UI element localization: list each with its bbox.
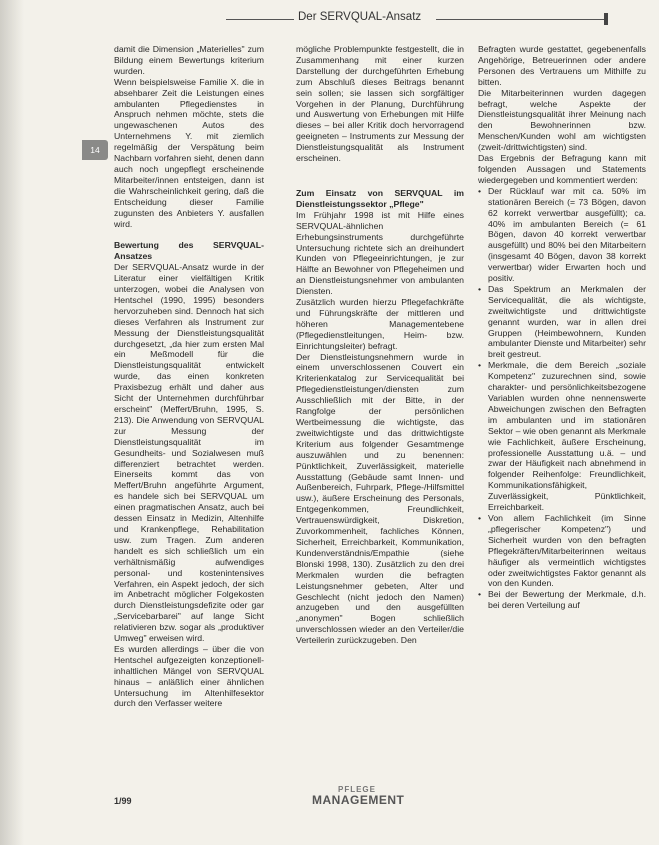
paragraph: Es wurden allerdings – über die von Hentschel aufgezeigten konzeptionell-inhaltlichen Mängel von SERVQUAL hinaus – anläßlich einer ähnlichen Untersuchung im Altenhilfesektor durch den Verfasser weitere	[114, 643, 264, 709]
text-column-2	[296, 44, 464, 779]
bullet-item: • Der Rücklauf war mit ca. 50% im stationären Bereich (= 73 Bögen, davon 62 korrekt verwertbar ausgefüllt); ca. 40% im ambulanten Bereich (= 61 Bögen, davon 40 korrekt verwertbar ausgefüllt) und 80% bei den Mitarbeitern (insgesamt 40 Bögen, davon 38 korrekt verwertbar) wider Erwarten hoch und positiv.	[478, 186, 646, 284]
bullet-item: • Merkmale, die dem Bereich „soziale Kompetenz" zuzurechnen sind, sowie charakter- und persönlichkeitsbezogene Variablen wurden ohne nennenswerte Abweichungen zwischen den Befragten im ambulanten und im stationären Sektor – wie oben genannt als Merkmale wie Fachlichkeit, äußere Erscheinung, professionelle Ausstattung u.ä. – und zwar der Häufigkeit nach abnehmend in folgender Reihenfolge: Freundlichkeit, Kommunikationsfähigkeit, Zuverlässigkeit, Pünktlichkeit, Erreichbarkeit.	[478, 360, 646, 513]
journal-logo-bottom: MANAGEMENT	[312, 793, 405, 807]
paragraph: mögliche Problempunkte festgestellt, die in Zusammenhang mit einer kurzen Darstellung der durchgeführten Erhebung zum Abschluß dieses Beitrags benannt sein sollen; sie lassen sich sorgfältiger Vorgehen in der Planung, Durchführung und Auswertung von Erhebungen mit Hilfe dieses – bei aller Kritik doch hervorragend geeigneten – Instruments zur Messung der Dienstleistungsqualität als Instrument erscheinen.	[296, 44, 464, 164]
section-heading: Zum Einsatz von SERVQUAL im Dienstleistungssektor „Pflege"	[296, 187, 464, 209]
paragraph: Das Ergebnis der Befragung kann mit folgenden Aussagen und Statements wiedergegeben und kommentiert werden:	[478, 153, 646, 185]
chapter-side-tab: 14	[82, 140, 108, 160]
text-column-1	[114, 44, 264, 770]
header-marker	[604, 13, 608, 25]
bullet-item: • Bei der Bewertung der Merkmale, d.h. bei deren Verteilung auf	[478, 589, 646, 611]
page-gutter-shadow	[0, 0, 24, 845]
paragraph: Wenn beispielsweise Familie X. die in absehbarer Zeit die Leistungen eines ambulanten Pflegedienstes in Anspruch nehmen möchte, stets die ungewaschenen Autos des Unternehmens Y. mit ziemlich regelmäßig der Verspätung beim Nachbarn vorfahren sieht, denen dann auch noch ungepflegt erscheinende Mitarbeiter/innen entsteigen, dann ist die Wahrscheinlichkeit gering, daß die Entscheidung dieser Familie zugunsten des Anbieters Y. ausfallen wird.	[114, 76, 264, 229]
bullet-item: • Das Spektrum an Merkmalen der Servicequalität, die als wichtigste, zweitwichtigste und drittwichtigste genannt wurden, war in allen drei Gruppen (Heimbewohnern, Kunden ambulanter Dienste und Mitarbeiter) sehr breit gestreut.	[478, 284, 646, 360]
paragraph: Der SERVQUAL-Ansatz wurde in der Literatur einer vielfältigen Kritik unterzogen, wobei die Analysen von Hentschel (1990, 1995) besonders hervorzuheben sind. Dennoch hat sich dieses Verfahren als Instrument zur Messung der Dienstleistungsqualität durchgesetzt, „da hier zum ersten Mal ein Meßmodell für die Dienstleistungsqualität entwickelt wurde, das einen konkreten Praxisbezug erhält und daher aus Sicht der Unternehmen durchführbar erscheint" (Meffert/Bruhn, 1995, S. 213). Die Anwendung von SERVQUAL zur Messung der Dienstleistungsqualität im Gesundheits- und Sozialwesen muß differenziert betrachtet werden. Einerseits kommt das von Meffert/Bruhn angeführte Argument, es handele sich bei SERVQUAL um einen pragmatischen Ansatz, auch bei dessen Einsatz in Medizin, Altenhilfe und Krankenpflege, Rehabilitation usw. zum Tragen. Zum anderen handelt es sich schließlich um ein verhältnismäßig aufwendiges personal- und kostenintensives Verfahren, ein Aspekt jedoch, der sich im Anbetracht möglicher Folgekosten durch Dienstleistungsdefizite oder gar „Servicebarbarei" auf lange Sicht relativieren bzw. sogar als „produktiver Umweg" erweisen wird.	[114, 262, 264, 644]
header-rule-left	[226, 19, 294, 20]
journal-logo-top: PFLEGE	[337, 785, 376, 794]
section-heading: Bewertung des SERVQUAL-Ansatzes	[114, 240, 264, 262]
running-header	[0, 10, 659, 30]
paragraph: Die Mitarbeiterinnen wurden dagegen befragt, welche Aspekte der Dienstleistungsqualität ihrer Meinung nach den Bewohnerinnen bzw. Menschen/Kunden wohl am wichtigsten (zweit-/drittwichtigsten) sind.	[478, 87, 646, 153]
bullet-item: • Von allem Fachlichkeit (im Sinne „pflegerischer Kompetenz") und Sicherheit wurden von den befragten Pflegekräften/Mitarbeiterinnen weitaus häufiger als vermeintlich wichtigstes oder zweitwichtigstes Faktor genannt als von den Kunden.	[478, 513, 646, 589]
paragraph: Zusätzlich wurden hierzu Pflegefachkräfte und Führungskräfte der mittleren und höheren Managementebene (Pflegedienstleitungen, Heim- bzw. Einrichtungsleiter) befragt.	[296, 297, 464, 351]
paragraph: damit die Dimension „Materielles" zum Bildung einem Bewertungs kriterium wurden.	[114, 44, 264, 76]
header-rule-right	[436, 19, 606, 20]
journal-logo	[312, 785, 405, 807]
page-number: 1/99	[114, 796, 132, 806]
paragraph: Der Dienstleistungsnehmern wurde in einem unverschlossenen Couvert ein Kriterienkatalog zur Servicequalität bei Pflegedienstleistungen/diensten zum Ausschließlich mit der Bitte, in der Rangfolge der persönlichen Wertbeimessung die wichtigste, das zweitwichtigste und das drittwichtigste Kriterium aus folgender Gesamtmenge auszuwählen und zu benennen: Pünktlichkeit, Zuverlässigkeit, materielle Ausstattung (Gebäude samt Innen- und Außenbereich, Fuhrpark, Pflege-/Hilfsmittel usw.), äußere Erscheinung des Personals, Entgegenkommen, Freundlichkeit, Vertrauenswürdigkeit, Diskretion, Zuvorkommenheit, fachliches Können, Sicherheit, Erreichbarkeit, Kommunikation, Kundenverständnis/Empathie (siehe Blonski 1998, 130). Zusätzlich zu den drei Merkmalen wurden die befragten Leistungsnehmer gebeten, Alter und Geschlecht (nicht jedoch den Namen) anzugeben und den ausgefüllten „anonymen" Bogen schließlich unverschlossen wieder an den Verteiler/die Verteilerin zurückzugeben. Den	[296, 351, 464, 646]
paragraph: Befragten wurde gestattet, gegebenenfalls Angehörige, Betreuerinnen oder andere Personen des Vertrauens um Mithilfe zu bitten.	[478, 44, 646, 87]
running-header-title: Der SERVQUAL-Ansatz	[298, 11, 422, 23]
paragraph: Im Frühjahr 1998 ist mit Hilfe eines SERVQUAL-ähnlichen Erhebungsinstruments durchgeführte Untersuchung richtete sich an dreihundert Kunden von Pflegeeinrichtungen, je zur Hälfte an Bewohner von Pflegeheimen und an Dienstleistungsnehmer von ambulanten Diensten.	[296, 209, 464, 297]
text-column-3	[478, 44, 646, 762]
